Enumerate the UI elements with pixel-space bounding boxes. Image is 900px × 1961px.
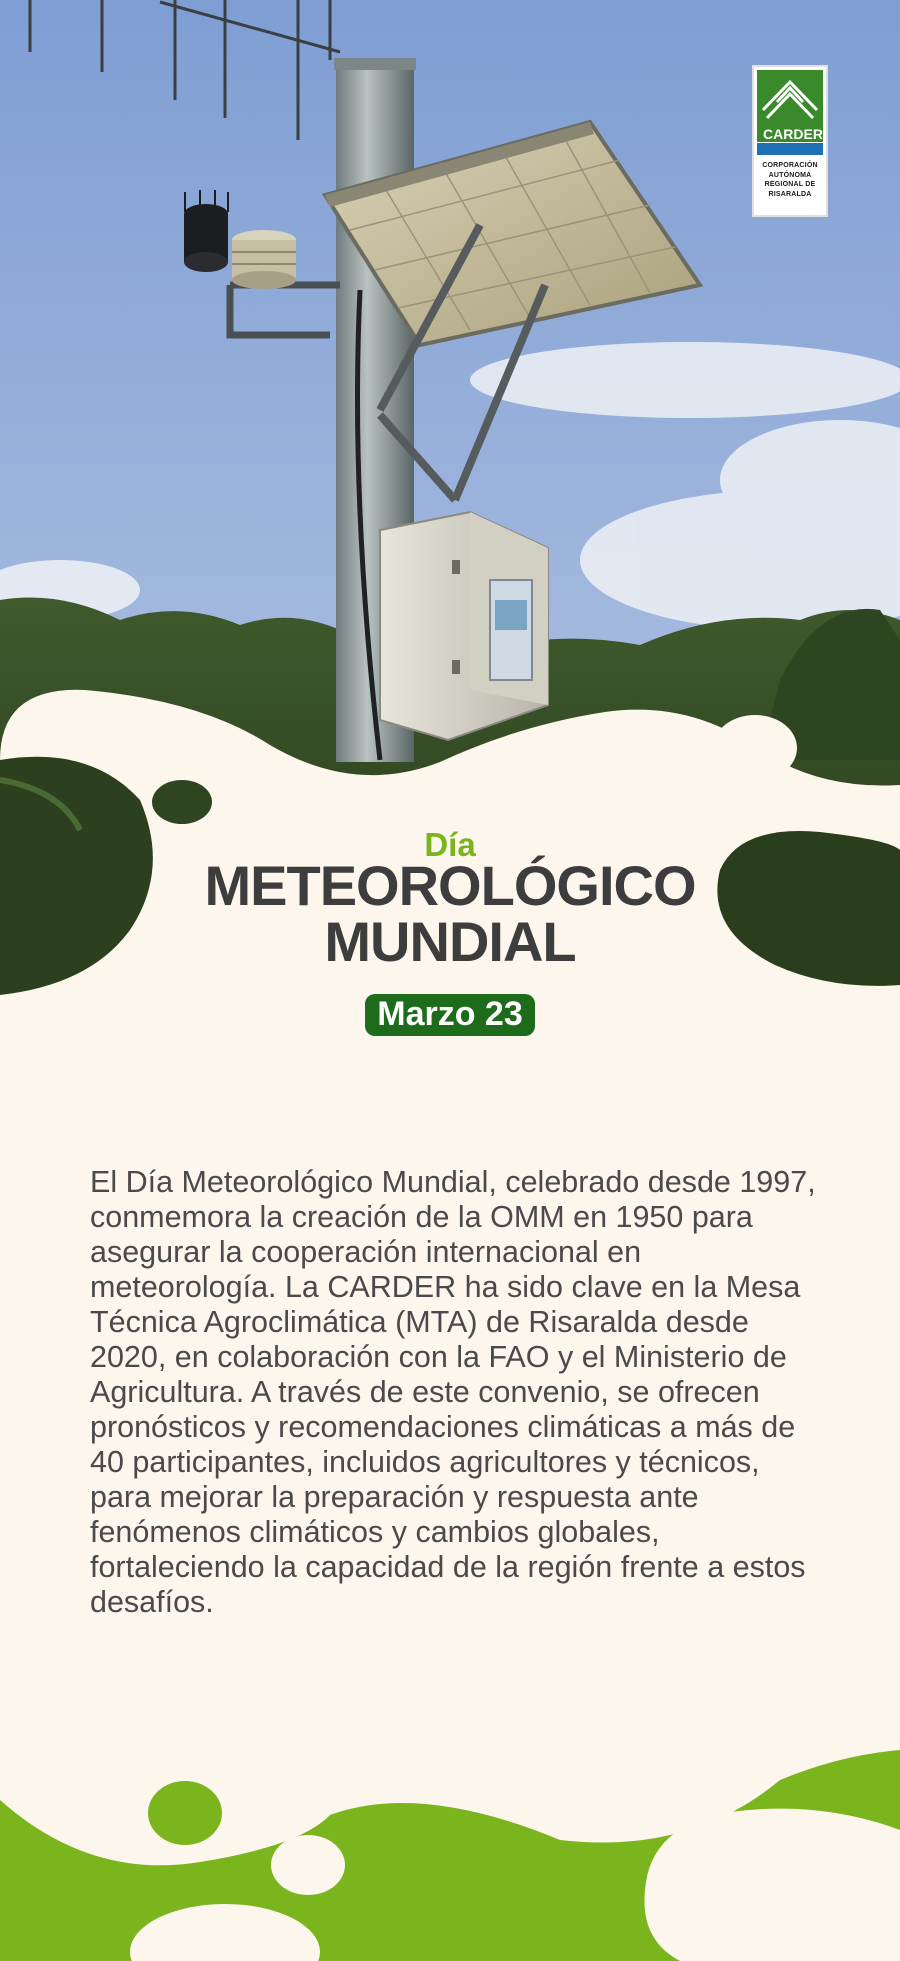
title-line-2: MUNDIAL [324, 910, 576, 973]
carder-logo [752, 65, 828, 217]
body-paragraph: El Día Meteorológico Mundial, celebrado desde 1997, conmemora la creación de la OMM en 1950 para asegurar la cooperación internacional en meteorología. La CARDER ha sido clave en la Mesa Técnica Agroclimática (MTA) de Risaralda desde 2020, en colaboración con la FAO y el Ministerio de Agricultura. A través de este convenio, se ofrecen pronósticos y recomendaciones climáticas a más de 40 participantes, incluidos agricultores y técnicos, para mejorar la preparación y respuesta ante fenómenos climáticos y cambios globales, fortaleciendo la capacidad de la región frente a estos desafíos. [90, 1165, 816, 1619]
page-title [0, 854, 900, 973]
date-wrap [0, 994, 900, 1036]
cream-dot [713, 715, 797, 781]
pre-title: Día [424, 826, 476, 863]
logo-water-band [757, 143, 823, 155]
enclosure-box [380, 512, 548, 740]
title-line-1: METEOROLÓGICO [204, 854, 696, 917]
cream-blob-bottom-1 [271, 1835, 345, 1895]
logo-name: CARDER [763, 126, 823, 142]
photo-blob-small [152, 780, 212, 824]
cream-blob-bottom-3 [644, 1809, 900, 1961]
radiation-shield [232, 230, 296, 289]
date-badge: Marzo 23 [365, 994, 535, 1036]
logo-subtitle: CORPORACIÓN AUTÓNOMA REGIONAL DE RISARALDA [762, 162, 818, 198]
logo-mountains [757, 70, 823, 142]
green-dot [148, 1781, 222, 1845]
